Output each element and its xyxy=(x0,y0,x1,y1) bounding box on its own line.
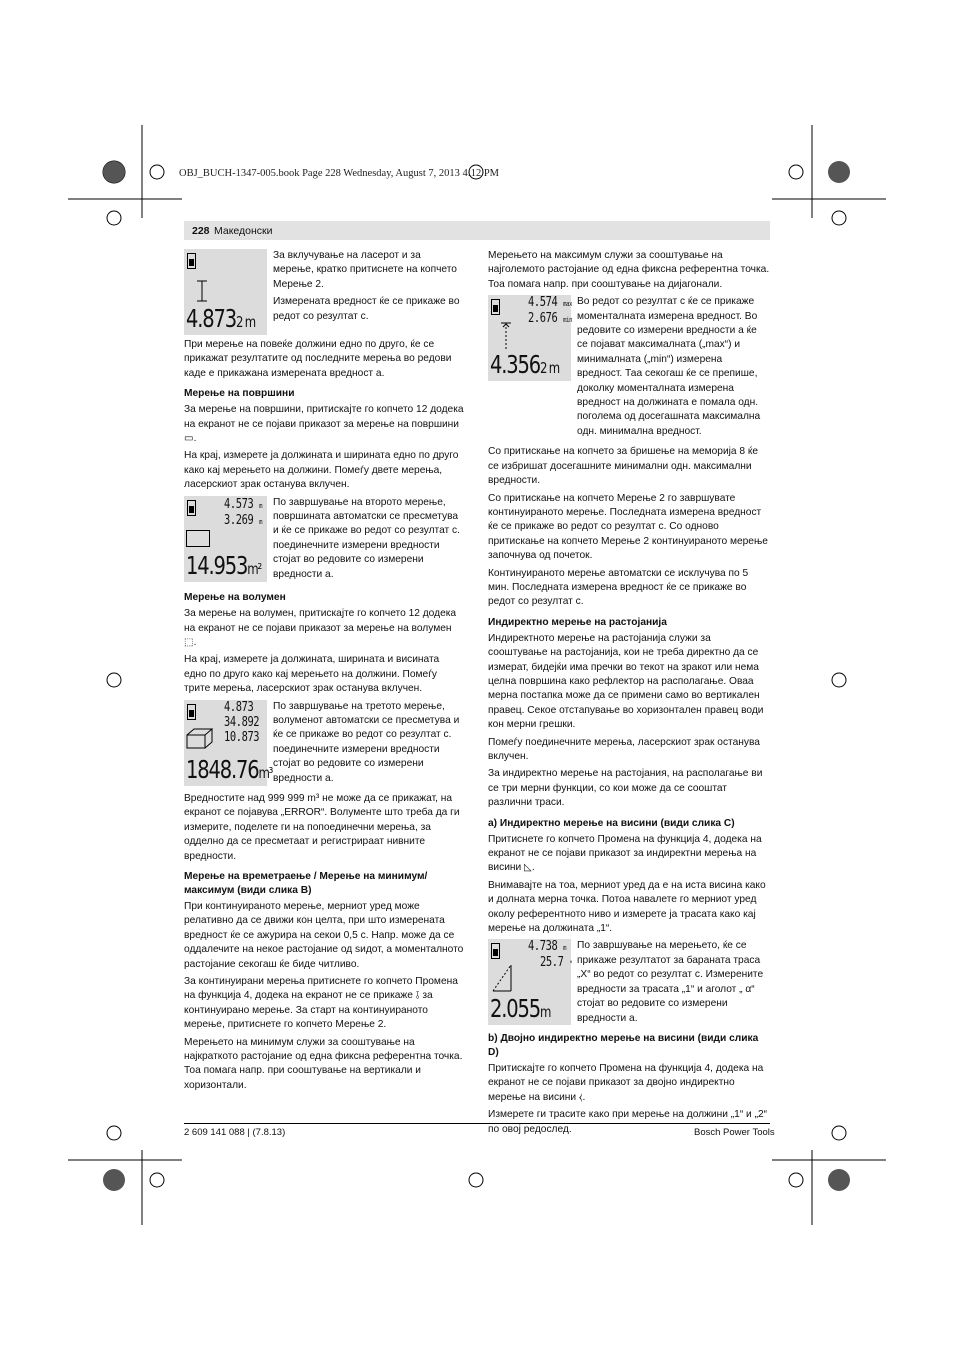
section-heading: b) Двојно индиректно мерење на висини (види слика D) xyxy=(488,1032,759,1058)
paragraph: При мерење на повеќе должини едно по друго, ќе се прикажат резултатите од последните мерења во редови каде е прикажана измерената вредност a. xyxy=(184,339,452,379)
measured-value: 3.269 xyxy=(224,512,254,528)
paragraph: Измерете ги трасите како при мерење на должини „1“ и „2“ по овој редослед. xyxy=(488,1109,768,1135)
paragraph: Притискајте го копчето Промена на функција 4, додека на екранот не се појави приказот за двојно индиректно мерење на висини ⧼. xyxy=(488,1062,764,1103)
measured-value: 4.738 xyxy=(528,939,558,955)
paragraph: По завршување на мерењето, ќе се прикаже резултатот за бараната траса „X“ во редот со резултат c. Измерените вредности за трасата „1“ и аголот „ α“ стојат во редовите со измерени вредности a. xyxy=(577,940,764,1024)
paragraph: За континуирани мерења притиснете го копчето Промена на функција 4, додека на екранот не се прикаже ⫱ за континуирано мерење. За старт на континуираното мерење, притиснете го копчето Мерење 2. xyxy=(184,976,458,1031)
section-heading: a) Индиректно мерење на висини (види слика C) xyxy=(488,817,735,829)
paragraph: Мерењето на максимум служи за сооштување на најголемото растојание од една фиксна референтна точка. Тоа помага напр. при сооштување на дијагонали. xyxy=(488,250,770,290)
paragraph: Во редот со резултат c ќе се прикаже моменталната измерена вредност. Во редовите со измерени вредности a ќе се појават максималната („max“) и минималната („min“) измерена вредност. Таа секогаш ќе се препише, доколку моменталната измерена вредност на должината е помала одн. поголема од досегашната максимална одн. минимална вредност. xyxy=(577,296,761,437)
footer-brand: Bosch Power Tools xyxy=(694,1127,775,1138)
paragraph: Вредностите над 999 999 m³ не може да се прикажат, на екранот се појавува „ERROR“. Волументе што треба да ги измерите, поделете ги на попоединечни мерења, за одделно да се пресметаат и регистрираат нивните вредности. xyxy=(184,792,460,862)
result-unit: m² xyxy=(247,559,261,578)
footer-rule xyxy=(184,1123,770,1124)
display-min-max xyxy=(488,295,571,381)
paragraph: На крај, измерете ја должината и ширината едно по друго како кај мерењето на должини. Помеѓу двете мерења, ласерскиот зрак останува вклучен. xyxy=(184,450,459,491)
indirect-height-icon xyxy=(491,963,513,993)
result-value: 4.356 xyxy=(490,350,540,380)
result-value: 1848.76 xyxy=(186,754,259,784)
unit: ° xyxy=(569,960,573,969)
paragraph: Индиректното мерење на растојанија служи за сооштување на растојанија, кои не треба директно да се измерат, бидејќи има пречки во текот на зракот или нема целна површина како рефлектор на располагање. Оваа мерна постапка може да се примени само во вертикален правец. Секое отстапување во хоризонтален правец води кон мерни грешки. xyxy=(488,632,764,731)
display-indirect-height xyxy=(488,939,571,1025)
file-header: OBJ_BUCH-1347-005.book Page 228 Wednesday, August 7, 2013 4:12 PM xyxy=(179,168,499,179)
result-unit: 2 m xyxy=(235,313,256,331)
display-volume xyxy=(184,699,273,786)
section-heading: Мерење на времетраење / Мерење на минимум/максимум (види слика B) xyxy=(184,871,428,896)
paragraph: При континуираното мерење, мерниот уред може релативно да се движи кон целта, при што измерената вредност ќе се ажурира на секои 0,5 с. Напр. може да се оддалечите на некое растојание од sидот, а моменталното растојание секогаш ќе биде читливо. xyxy=(184,901,464,970)
paragraph: Внимавајте на тоа, мерниот уред да е на иста висина како и долната мерна точка. Потоа навалете го мерниот уред околу референтното ниво и измерете ја трасата како кај мерење на должината „1“. xyxy=(488,879,766,935)
paragraph: Со притискање на копчето за бришење на меморија 8 ќе се избришат досегашните минимални одн. максимални вредности. xyxy=(488,446,759,487)
continuous-measure-icon xyxy=(500,321,512,351)
section-heading: Индиректно мерење на растојанија xyxy=(488,616,667,628)
battery-icon xyxy=(187,704,196,720)
battery-icon xyxy=(187,500,196,516)
paragraph: За мерење на површини, притискајте го копчето 12 додека на екранот не се појави приказот за мерење на површини ▭. xyxy=(184,404,464,445)
measured-value: 4.573 xyxy=(224,496,254,512)
battery-icon xyxy=(491,299,500,315)
measured-value: 34.892 xyxy=(224,714,260,730)
result-unit: 2 m xyxy=(539,359,560,378)
result-unit: m³ xyxy=(258,763,273,782)
paragraph: На крај, измерете ја должината, ширината и висината едно по друго како кај мерењето на должини. Помеѓу трите мерења, ласерскиот зрак останува вклучен. xyxy=(184,654,440,695)
left-column xyxy=(184,249,464,1096)
unit: m xyxy=(259,517,263,526)
battery-icon xyxy=(491,943,500,959)
measured-value: 25.7 xyxy=(540,955,564,971)
display-length xyxy=(184,249,267,335)
paragraph: Измерената вредност ќе се прикаже во редот со резултат c. xyxy=(273,296,460,322)
footer-doc-number: 2 609 141 088 | (7.8.13) xyxy=(184,1127,286,1138)
page-header-bar xyxy=(184,221,770,240)
measured-value: 2.676 xyxy=(528,311,558,327)
paragraph: По завршување на второто мерење, површината автоматски се пресметува и ќе се прикаже во редот со резултат c. поединечните измерени вредности стојат во редовите со измерени вредности a. xyxy=(273,496,460,580)
paragraph: За индиректно мерење на растојания, на располагање ви се три мерни функции, со кои може да се сооштат различни траси. xyxy=(488,768,763,809)
measured-value: 10.873 xyxy=(224,729,260,745)
measured-value: 4.574 xyxy=(528,295,558,311)
language-label: Македонски xyxy=(214,225,273,237)
measured-value: 4.873 xyxy=(224,699,254,715)
paragraph: За мерење на волумен, притискајте го копчето 12 додека на екранот не се појави приказот за мерење на волумен ⬚. xyxy=(184,608,457,648)
max-label: max xyxy=(563,300,573,309)
right-column xyxy=(488,249,770,1140)
section-heading: Мерење на волумен xyxy=(184,592,286,604)
result-value: 4.873 xyxy=(186,304,236,333)
volume-icon xyxy=(186,728,214,750)
paragraph: Континуираното мерење автоматски се исклучува по 5 мин. Последната измерена вредност ќе се прикаже во редот со резултат c. xyxy=(488,567,749,608)
result-value: 14.953 xyxy=(186,550,248,580)
paragraph: По завршување на третото мерење, волуменот автоматски се пресметува и ќе се прикаже во редот со резултат c. поединечните измерени вредности стојат во редовите со измерени вредности a. xyxy=(273,700,460,784)
result-unit: m xyxy=(539,1003,551,1022)
display-area xyxy=(184,496,267,582)
section-heading: Мерење на површини xyxy=(184,388,295,400)
paragraph: Со притискање на копчето Мерење 2 го завршувате континуираното мерење. Последната измерена вредност ќе се прикаже во редот со резултат c. Со одново притискање на копчето Мерење 2 континуираното мерење започнува од почеток. xyxy=(488,492,768,562)
unit: m xyxy=(563,944,567,953)
page-number: 228 xyxy=(192,225,210,237)
min-label: min xyxy=(563,316,573,325)
paragraph: Помеѓу поединечните мерења, ласерскиот зрак останува вклучен. xyxy=(488,736,760,762)
paragraph: Притиснете го копчето Промена на функција 4, додека на екранот не се појави приказот за индиректни мерења на висини ◺. xyxy=(488,833,762,874)
paragraph: За вклучување на ласерот и за мерење, кратко притиснете на копчето Мерење 2. xyxy=(273,250,457,290)
battery-icon xyxy=(187,253,196,269)
result-value: 2.055 xyxy=(490,994,540,1024)
length-icon xyxy=(196,279,208,303)
area-icon xyxy=(186,530,210,547)
paragraph: Мерењето на минимум служи за сооштување на најкраткото растојание од една фиксна референтна точка. Тоа помага напр. при сооштување на вертикали и хоризонтали. xyxy=(184,1036,463,1091)
unit: m xyxy=(259,501,263,510)
